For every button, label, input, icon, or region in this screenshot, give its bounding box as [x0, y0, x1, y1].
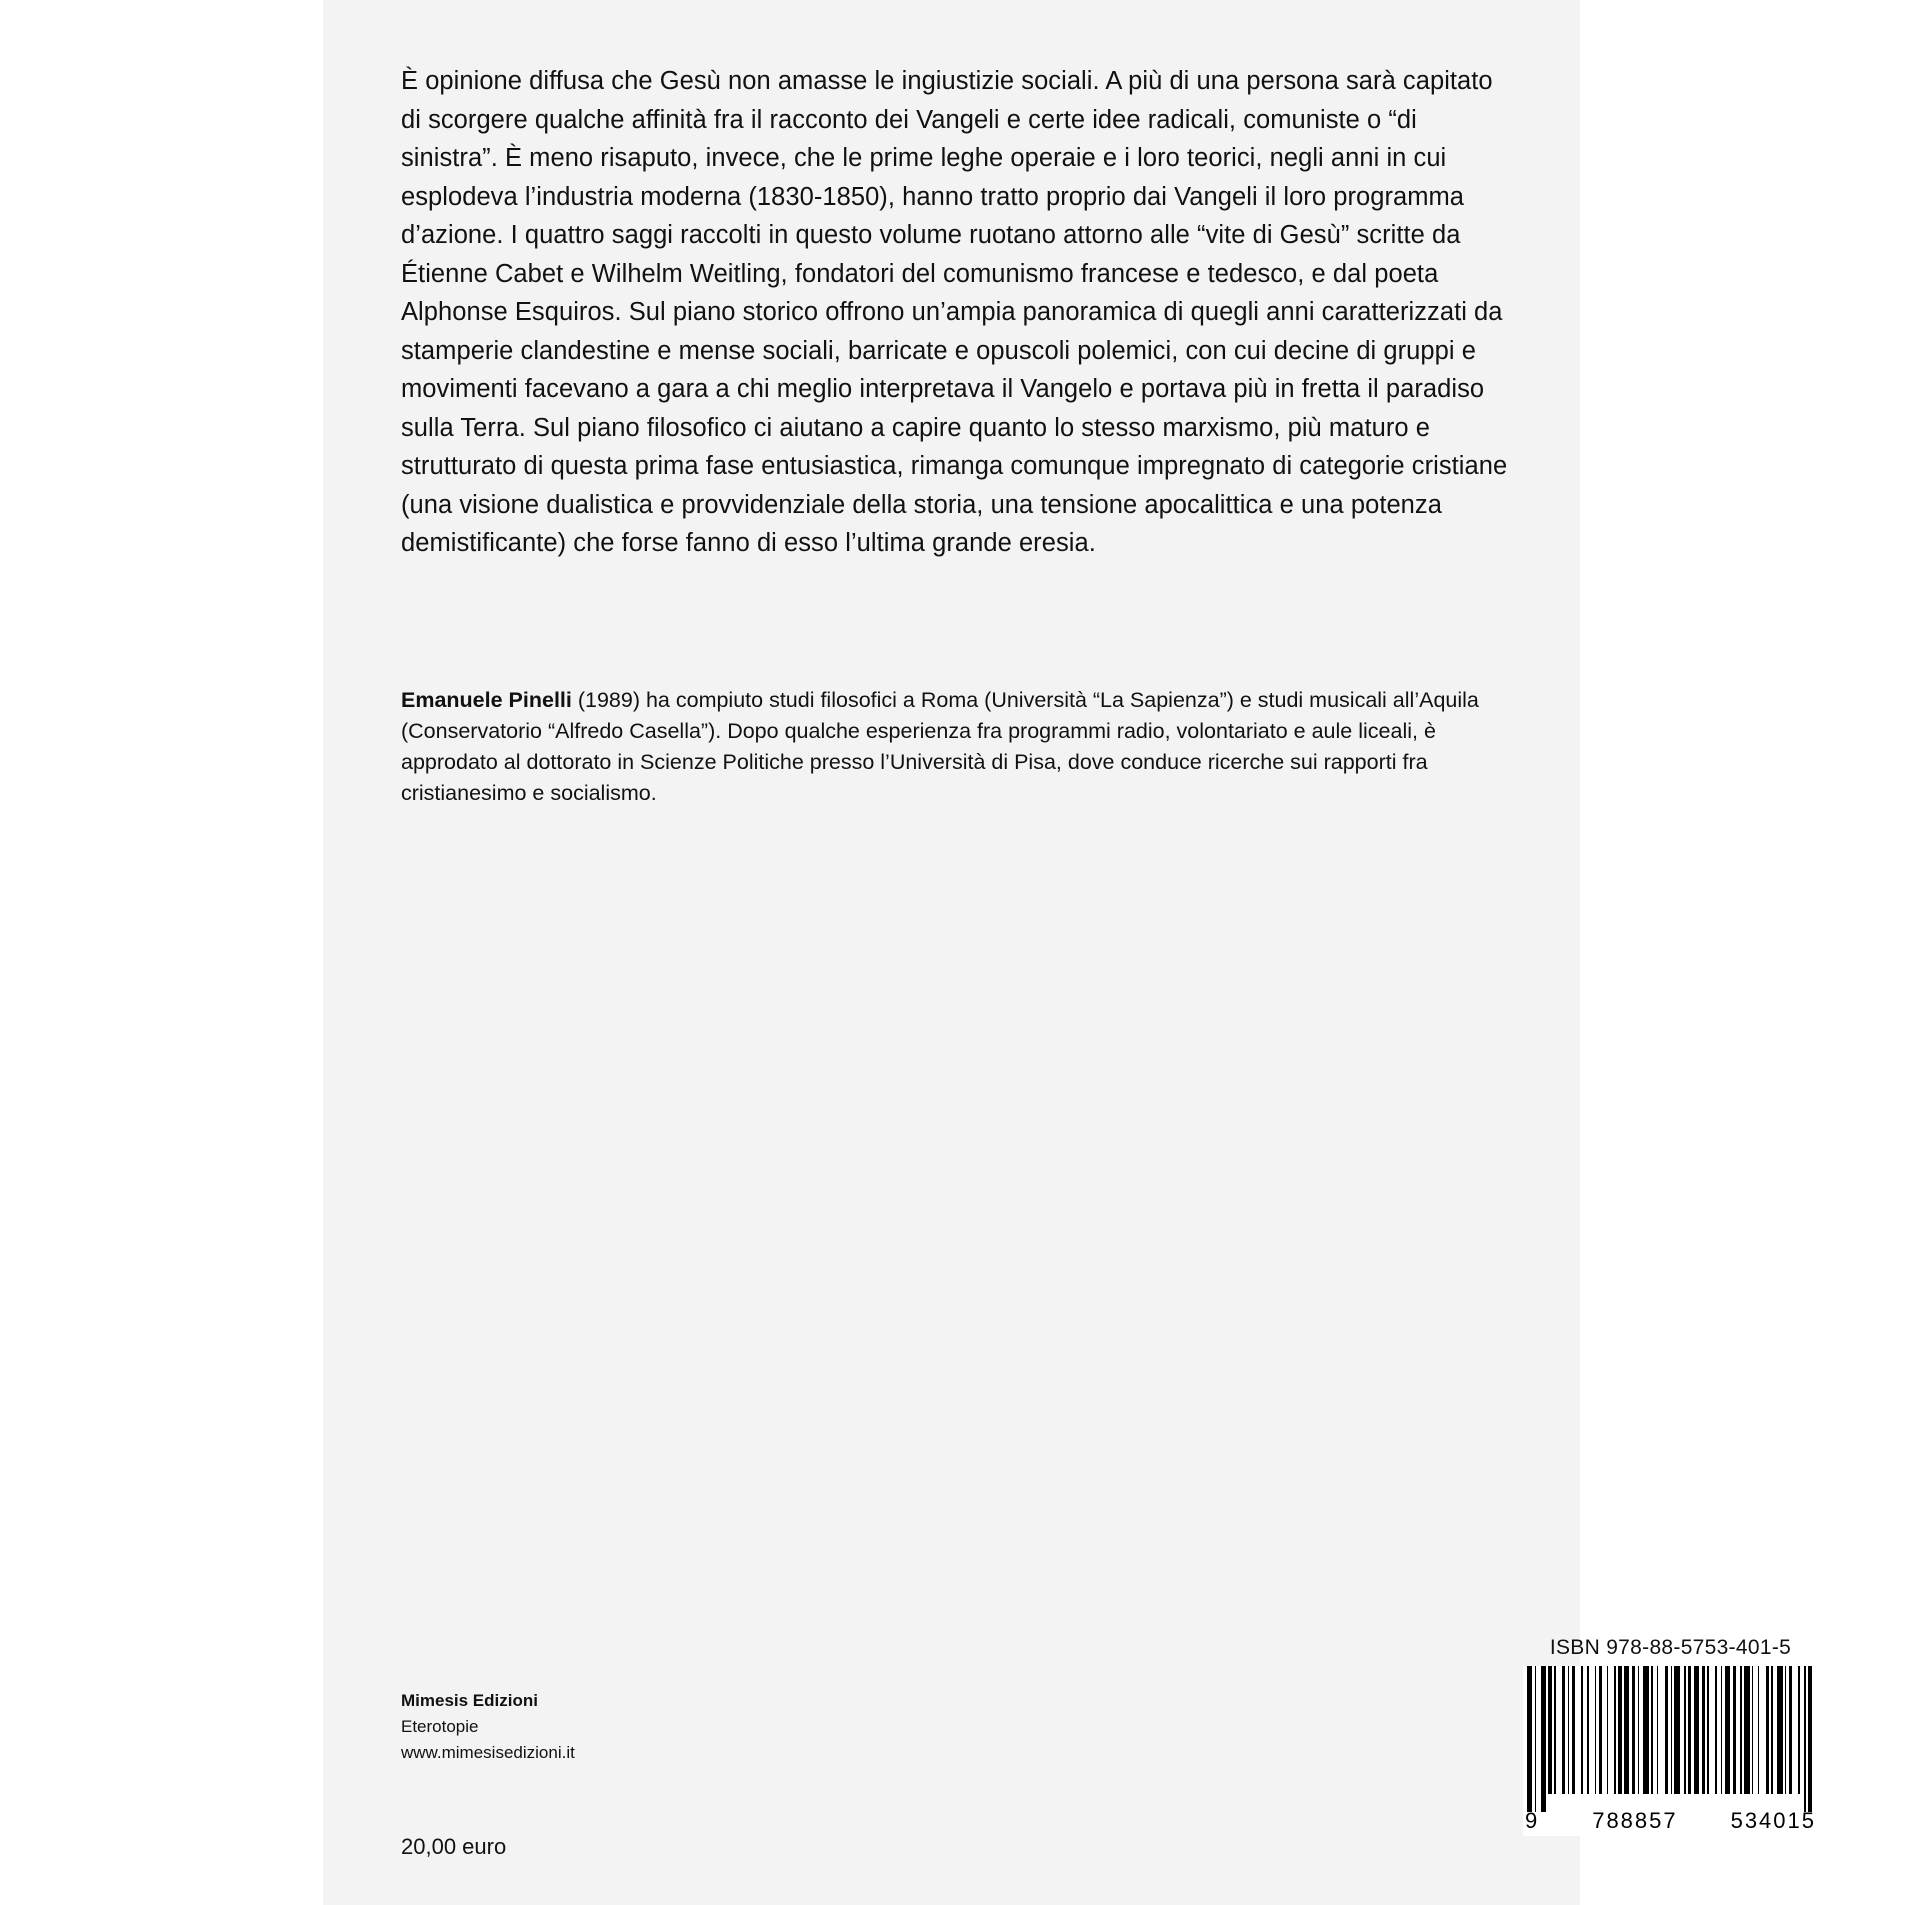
price-label: 20,00 euro — [401, 1834, 507, 1859]
isbn-number: ISBN 978-88-5753-401-5 — [1549, 1636, 1792, 1659]
series-name: Eterotopie — [401, 1717, 479, 1736]
publisher-name: Mimesis Edizioni — [401, 1691, 538, 1710]
blurb-paragraph: È opinione diffusa che Gesù non amasse le ingiustizie sociali. A più di una persona sarà capitato di scorgere qualche affinità fra il racconto dei Vangeli e certe idee radicali, comuniste o “di sinistra”. È meno risaputo, invece, che le prime leghe operaie e i loro teorici, negli anni in cui esplodeva l’industria moderna (1830-1850), hanno tratto proprio dai Vangeli il loro programma d’azione. I quattro saggi raccolti in questo volume ruotano attorno alle “vite di Gesù” scritte da Étienne Cabet e Wilhelm Weitling, fondatori del comunismo francese e tedesco, e dal poeta Alphonse Esquiros. Sul piano storico offrono un’ampia panoramica di quegli anni caratterizzati da stamperie clandestine e mense sociali, barricate e opuscoli polemici, con cui decine di gruppi e movimenti facevano a gara a chi meglio interpretava il Vangelo e portava più in fretta il paradiso sulla Terra. Sul piano filosofico ci aiutano a capire quanto lo stesso marxismo, più maturo e strutturato di questa prima fase entusiastica, rimanga comunque impregnato di categorie cristiane (una visione dualistica e provvidenziale della storia, una tensione apocalittica e una potenza demistificante) che forse fanno di esso l’ultima grande eresia. — [401, 67, 1508, 557]
barcode-image — [1523, 1666, 1818, 1836]
barcode-digit-group-mid: 788857 — [1592, 1808, 1678, 1833]
barcode-bars — [1527, 1666, 1814, 1812]
publisher-website: www.mimesisedizioni.it — [401, 1743, 575, 1762]
author-name: Emanuele Pinelli — [401, 688, 572, 712]
book-back-cover — [323, 0, 1816, 1905]
isbn-block — [1523, 1636, 1818, 1836]
barcode-digit-group-left: 9 — [1525, 1808, 1540, 1833]
author-bio-text: (1989) ha compiuto studi filosofici a Roma (Università “La Sapienza”) e studi musicali all’Aquila (Conservatorio “Alfredo Casella”). Dopo qualche esperienza fra programmi radio, volontariato e aule liceali, è approdato al dottorato in Scienze Politiche presso l’Università di Pisa, dove conduce ricerche sui rapporti fra cristianesimo e socialismo. — [401, 688, 1479, 805]
barcode-digit-group-right: 534015 — [1730, 1808, 1816, 1833]
barcode-digits — [1523, 1808, 1818, 1834]
blurb-text — [401, 62, 1509, 563]
publisher-block — [401, 1688, 901, 1766]
author-bio — [401, 685, 1509, 809]
